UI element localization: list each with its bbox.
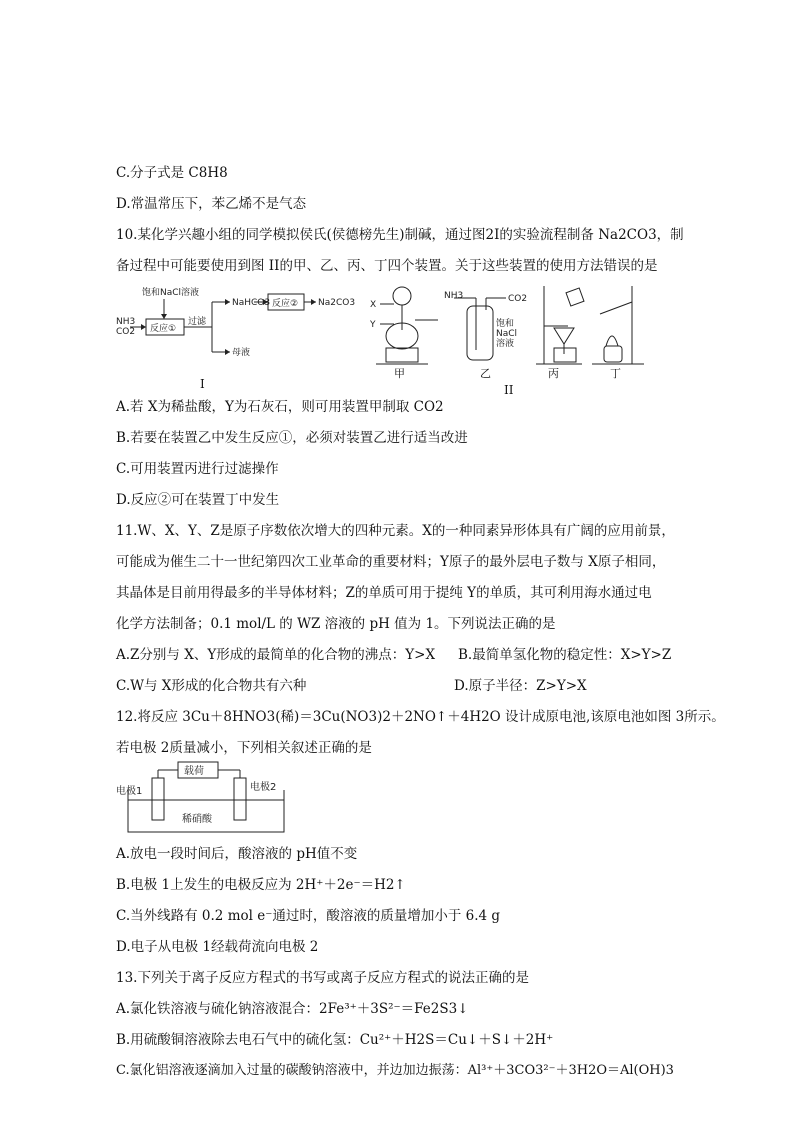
label-dilute-nitric-acid: 稀硝酸 (182, 814, 212, 825)
label-bing: 丙 (548, 367, 559, 380)
label-sat: 饱和 (496, 319, 515, 329)
q10-option-a: A.若 X为稀盐酸，Y为石灰石，则可用装置甲制取 CO2 (116, 399, 444, 415)
q13-option-b: B.用硫酸铜溶液除去电石气中的硫化氢：Cu²⁺＋H2S＝Cu↓＋S↓＋2H⁺ (116, 1032, 554, 1048)
q11-stem-3: 其晶体是目前用得最多的半导体材料；Z的单质可用于提纯 Y的单质，其可利用海水通过电 (116, 585, 652, 601)
q12-option-b: B.电极 1上发生的电极反应为 2H⁺＋2e⁻＝H2↑ (116, 877, 406, 893)
label-filter: 过滤 (188, 317, 207, 327)
beaker (554, 348, 576, 362)
label-yi: 乙 (480, 367, 491, 380)
label-gases (116, 317, 135, 337)
q10-option-c: C.可用装置丙进行过滤操作 (116, 461, 279, 477)
q12-option-a: A.放电一段时间后，酸溶液的 pH值不变 (116, 846, 358, 862)
figure-label-ii: II (504, 383, 514, 397)
label-sat-nacl: 饱和NaCl溶液 (142, 288, 200, 298)
q10-stem-1: 10.某化学兴趣小组的同学模拟侯氏(侯德榜先生)制碱，通过图2I的实验流程制备 Na2CO3，制 (116, 227, 684, 243)
label-co2: CO2 (116, 327, 136, 337)
q9-option-c: C.分子式是 C8H8 (116, 165, 228, 181)
q10-stem-2: 备过程中可能要使用到图 II的甲、乙、丙、丁四个装置。关于这些装置的使用方法错误的是 (116, 258, 658, 274)
label-nh3-in: NH3 (444, 291, 464, 301)
label-reaction-2: 反应② (272, 299, 299, 309)
label-electrode-2: 电极2 (250, 782, 277, 793)
label-co2-out: CO2 (508, 294, 528, 304)
electrode-2 (234, 778, 246, 820)
label-ding: 丁 (610, 367, 621, 380)
q11-option-b: B.最简单氢化物的稳定性：X>Y>Z (458, 647, 672, 663)
q10-option-b: B.若要在装置乙中发生反应①，必须对装置乙进行适当改进 (116, 430, 468, 446)
label-na2co3: Na2CO3 (318, 298, 356, 308)
q11-option-a: A.Z分别与 X、Y形成的最简单的化合物的沸点：Y>X (116, 647, 436, 663)
label-nahco3: NaHCO3 (232, 298, 271, 308)
alcohol-lamp (604, 346, 622, 362)
label-solution: 溶液 (496, 339, 515, 349)
q13-stem: 13.下列关于离子反应方程式的书写或离子反应方程式的说法正确的是 (116, 970, 529, 986)
q9-option-d: D.常温常压下，苯乙烯不是气态 (116, 196, 307, 212)
label-nh3: NH3 (116, 317, 136, 327)
q12-option-c: C.当外线路有 0.2 mol e⁻通过时，酸溶液的质量增加小于 6.4 g (116, 908, 501, 924)
label-electrode-1: 电极1 (116, 786, 143, 797)
electrode-1 (152, 778, 164, 820)
q12-option-d: D.电子从电极 1经载荷流向电极 2 (116, 939, 319, 955)
separatory-funnel (393, 287, 411, 305)
label-mother-liquor: 母液 (232, 348, 251, 358)
alcohol-lamp-flame (606, 336, 618, 346)
label-jia: 甲 (394, 367, 405, 380)
q10-option-d: D.反应②可在装置丁中发生 (116, 492, 280, 508)
label-load: 载荷 (184, 766, 204, 777)
q11-option-c: C.W与 X形成的化合物共有六种 (116, 678, 307, 694)
label-nacl: NaCl (496, 329, 518, 339)
label-y: Y (370, 320, 376, 330)
funnel (554, 328, 574, 344)
q11-stem-1: 11.W、X、Y、Z是原子序数依次增大的四种元素。X的一种同素异形体具有广阔的应用前景， (116, 523, 675, 539)
q12-stem-2: 若电极 2质量减小，下列相关叙述正确的是 (116, 740, 372, 756)
q11-stem-2: 可能成为催生二十一世纪第四次工业革命的重要材料；Y原子的最外层电子数与 X原子相同， (116, 554, 666, 570)
figure-3 (114, 760, 294, 836)
q11-option-d: D.原子半径：Z>Y>X (454, 678, 587, 694)
figure-label-i: I (200, 377, 205, 391)
q11-stem-4: 化学方法制备；0.1 mol/L 的 WZ 溶液的 pH 值为 1。下列说法正确的是 (116, 616, 556, 632)
label-reaction-1: 反应① (150, 324, 177, 334)
q13-option-c: C.氯化铝溶液逐滴加入过量的碳酸钠溶液中，并边加边振荡：Al³⁺＋3CO3²⁻＋3H2O＝Al(OH)3 (116, 1063, 674, 1078)
gas-wash-bottle (467, 306, 493, 360)
label-x: X (370, 300, 377, 310)
figure-2 (112, 284, 652, 370)
q12-stem-1: 12.将反应 3Cu＋8HNO3(稀)＝3Cu(NO3)2＋2NO↑＋4H2O 设计成原电池,该原电池如图 3所示。 (116, 709, 725, 725)
q13-option-a: A.氯化铁溶液与硫化钠溶液混合：2Fe³⁺＋3S²⁻＝Fe2S3↓ (116, 1001, 469, 1017)
beaker (128, 790, 284, 832)
